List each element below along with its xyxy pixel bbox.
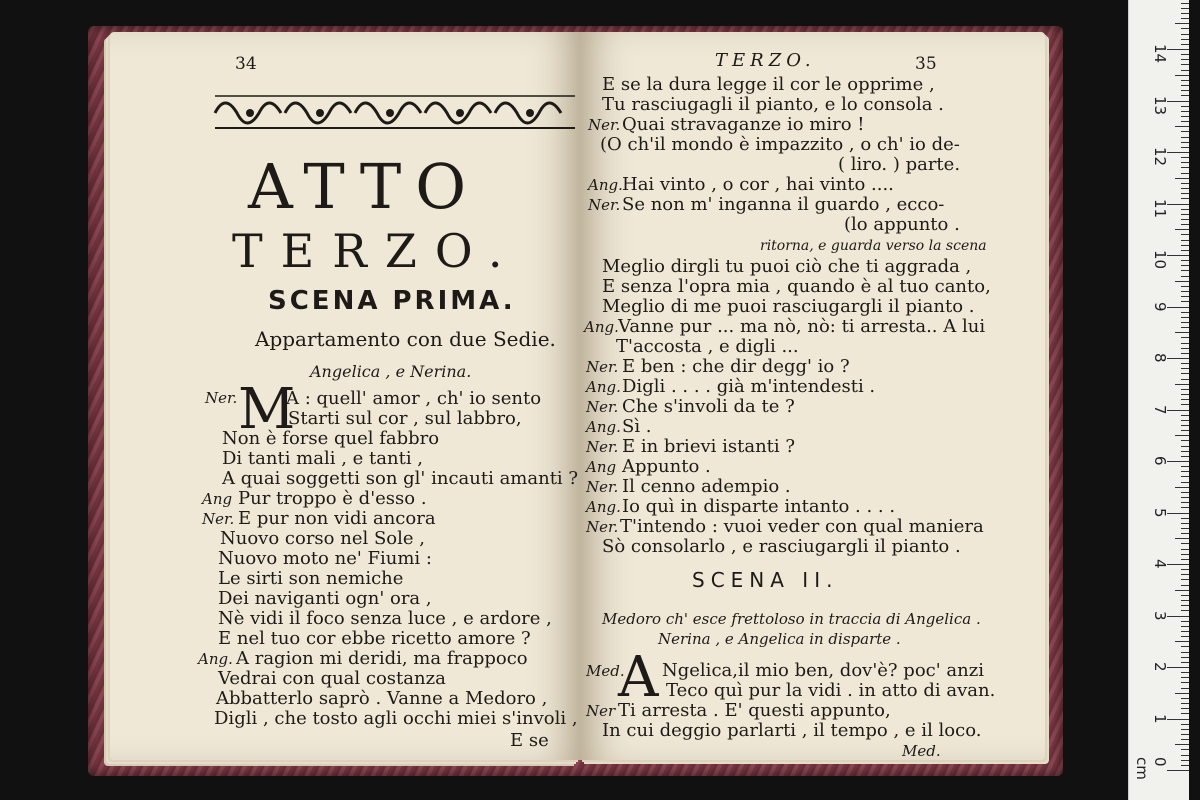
speaker-label: Ner. <box>586 518 619 536</box>
ruler-tick <box>1167 667 1189 668</box>
ruler-tick <box>1181 626 1189 627</box>
speaker-label: Ner. <box>586 358 619 376</box>
ruler-tick <box>1167 461 1189 462</box>
ruler-tick <box>1181 59 1189 60</box>
ruler-tick <box>1181 446 1189 447</box>
ruler-tick <box>1181 729 1189 730</box>
ruler-tick <box>1181 456 1189 457</box>
ruler-number: 6 <box>1151 456 1169 466</box>
ruler-tick <box>1181 240 1189 241</box>
ruler-tick <box>1181 755 1189 756</box>
ruler-tick <box>1181 265 1189 266</box>
verse-line: Sò consolarlo , e rasciugargli il pianto . <box>602 536 961 557</box>
ruler-tick <box>1181 167 1189 168</box>
speaker-label: Ner. <box>586 478 619 496</box>
ruler-number: 12 <box>1151 147 1169 167</box>
ruler-tick <box>1181 286 1189 287</box>
speaker-label: Ner. <box>202 510 235 528</box>
verse-line: Nuovo corso nel Sole , <box>220 528 425 549</box>
ruler-tick <box>1181 70 1189 71</box>
ruler-tick <box>1181 373 1189 374</box>
ruler-tick <box>1181 3 1189 4</box>
verse-line: E senza l'opra mia , quando è al tuo canto, <box>602 276 991 297</box>
verse-line: Hai vinto , o cor , hai vinto .... <box>622 174 894 195</box>
act-title-line1: ATTO <box>248 150 481 223</box>
speaker-label: Ang. <box>198 650 233 668</box>
ruler-tick <box>1181 415 1189 416</box>
ruler-tick <box>1181 708 1189 709</box>
ruler-tick <box>1181 636 1189 637</box>
ruler-tick <box>1175 23 1189 24</box>
verse-line: Ti arresta . E' questi appunto, <box>618 700 891 721</box>
ruler-tick <box>1181 270 1189 271</box>
ruler-tick <box>1181 348 1189 349</box>
verse-line: T'accosta , e digli ... <box>616 336 799 357</box>
ruler-tick <box>1167 513 1189 514</box>
ruler-tick <box>1175 693 1189 694</box>
verse-line: Digli , che tosto agli occhi miei s'involi , <box>214 708 578 729</box>
ruler-tick <box>1181 64 1189 65</box>
ruler-tick <box>1181 646 1189 647</box>
ruler-tick <box>1181 523 1189 524</box>
speaker-label: Ang. <box>586 498 621 516</box>
right-page <box>580 32 1045 760</box>
catchword: Med. <box>902 742 941 760</box>
ruler-tick <box>1181 652 1189 653</box>
ruler-number: 5 <box>1151 507 1169 518</box>
verse-line: A : quell' amor , ch' io sento <box>286 388 542 409</box>
left-page <box>110 32 580 760</box>
ruler-tick <box>1181 518 1189 519</box>
ruler-tick <box>1175 178 1189 179</box>
ruler-tick <box>1181 662 1189 663</box>
ruler-tick <box>1181 173 1189 174</box>
verse-line: Nè vidi il foco senza luce , e ardore , <box>218 608 552 629</box>
ruler-tick <box>1181 688 1189 689</box>
ruler-tick <box>1181 579 1189 580</box>
verse-line: In cui deggio parlarti , il tempo , e il loco. <box>602 720 982 741</box>
ruler-tick <box>1181 713 1189 714</box>
ruler-tick <box>1175 384 1189 385</box>
ruler-tick <box>1181 471 1189 472</box>
ruler-number: 2 <box>1151 662 1169 672</box>
ruler-tick <box>1167 410 1189 411</box>
ruler-tick <box>1175 126 1189 127</box>
verse-line: Ngelica,il mio ben, dov'è? poc' anzi <box>662 660 984 681</box>
scene2-stage-direction: Nerina , e Angelica in disparte . <box>658 630 901 648</box>
ruler-number: 9 <box>1151 301 1169 312</box>
ruler-tick <box>1181 739 1189 740</box>
ruler-tick <box>1181 482 1189 483</box>
ruler-tick <box>1181 327 1189 328</box>
verse-line: Tu rasciugagli il pianto, e lo consola . <box>602 94 944 115</box>
ruler-tick <box>1181 137 1189 138</box>
ruler-tick <box>1181 420 1189 421</box>
speaker-label: Ang. <box>588 176 623 194</box>
ruler-tick <box>1181 13 1189 14</box>
ruler-tick <box>1181 502 1189 503</box>
ruler-tick <box>1181 569 1189 570</box>
scene2-stage-direction: Medoro ch' esce frettoloso in traccia di Angelica . <box>602 610 981 628</box>
ruler-tick <box>1181 296 1189 297</box>
verse-line: Vedrai con qual costanza <box>218 668 446 689</box>
ruler-tick <box>1181 157 1189 158</box>
ruler-tick <box>1181 224 1189 225</box>
speaker-label: Med. <box>586 662 625 680</box>
ruler-tick <box>1181 234 1189 235</box>
scene2-heading: SCENA II. <box>692 568 839 592</box>
ruler-unit-label: 0 cm <box>1133 757 1169 780</box>
ruler-tick <box>1181 760 1189 761</box>
ruler-tick <box>1167 49 1189 50</box>
ruler-tick <box>1181 528 1189 529</box>
speaker-label: Ner. <box>205 389 238 407</box>
ruler-tick <box>1175 641 1189 642</box>
ruler-number: 1 <box>1151 713 1169 724</box>
verse-line: Che s'involi da te ? <box>622 396 795 417</box>
ruler-tick <box>1167 101 1189 102</box>
ruler-tick <box>1181 749 1189 750</box>
ruler-tick <box>1175 744 1189 745</box>
ruler-tick <box>1181 121 1189 122</box>
dropcap: A <box>618 645 659 710</box>
ruler-tick <box>1181 724 1189 725</box>
ruler-tick <box>1181 188 1189 189</box>
ruler-number: 3 <box>1151 610 1169 621</box>
ruler-tick <box>1175 590 1189 591</box>
ruler-tick <box>1181 116 1189 117</box>
ruler-tick <box>1181 466 1189 467</box>
verse-line: Dei naviganti ogn' ora , <box>218 588 432 609</box>
speaker-label: Ang. <box>586 378 621 396</box>
ruler-tick <box>1181 142 1189 143</box>
verse-line: T'intendo : vuoi veder con qual maniera <box>620 516 984 537</box>
speaker-label: Ner. <box>586 438 619 456</box>
ruler-tick <box>1175 229 1189 230</box>
ruler-tick <box>1181 507 1189 508</box>
verse-line: Meglio di me puoi rasciugargli il pianto . <box>602 296 975 317</box>
verse-line: E ben : che dir degg' io ? <box>622 356 850 377</box>
ruler-number: 13 <box>1151 95 1169 115</box>
ruler-tick <box>1167 616 1189 617</box>
running-head: TERZO. <box>715 50 816 71</box>
ruler-tick <box>1181 698 1189 699</box>
ruler-tick <box>1181 585 1189 586</box>
ornament-band <box>210 88 580 138</box>
speaker-label: Ner. <box>588 196 621 214</box>
ruler-tick <box>1167 719 1189 720</box>
ruler-tick <box>1181 363 1189 364</box>
ruler-tick <box>1181 245 1189 246</box>
ruler-tick <box>1167 564 1189 565</box>
ruler-tick <box>1175 281 1189 282</box>
speaker-label: Ang <box>586 458 617 476</box>
ruler-tick <box>1175 332 1189 333</box>
speaker-label: Ner. <box>588 116 621 134</box>
ruler-tick <box>1181 28 1189 29</box>
ruler-tick <box>1167 770 1189 771</box>
ruler-tick <box>1181 106 1189 107</box>
speaker-label: Ang. <box>586 418 621 436</box>
ruler-tick <box>1181 183 1189 184</box>
verse-line: Abbatterlo saprò . Vanne a Medoro , <box>216 688 548 709</box>
ruler-tick <box>1181 399 1189 400</box>
ruler-tick <box>1181 497 1189 498</box>
ruler-tick <box>1181 595 1189 596</box>
ruler-tick <box>1181 533 1189 534</box>
scene-setting: Appartamento con due Sedie. <box>255 327 556 351</box>
verse-line: Digli . . . . già m'intendesti . <box>622 376 876 397</box>
ruler-tick <box>1181 317 1189 318</box>
ruler-tick <box>1181 219 1189 220</box>
ruler-tick <box>1181 95 1189 96</box>
ruler-tick <box>1181 765 1189 766</box>
ruler-tick <box>1181 677 1189 678</box>
ruler-tick <box>1181 39 1189 40</box>
ruler-tick <box>1181 440 1189 441</box>
ruler-tick <box>1181 214 1189 215</box>
ruler-tick <box>1181 90 1189 91</box>
verse-line: Vanne pur ... ma nò, nò: ti arresta.. A lui <box>618 316 986 337</box>
verse-line: A ragion mi deridi, ma frappoco <box>236 648 528 669</box>
ruler-tick <box>1181 276 1189 277</box>
ruler-tick <box>1181 549 1189 550</box>
verse-line: Di tanti mali , e tanti , <box>222 448 424 469</box>
ruler-tick <box>1181 8 1189 9</box>
ruler-tick <box>1181 430 1189 431</box>
ruler-tick <box>1181 559 1189 560</box>
ruler-tick <box>1175 75 1189 76</box>
act-title-line2: TERZO. <box>232 224 521 278</box>
ruler-tick <box>1181 404 1189 405</box>
ruler-tick <box>1181 574 1189 575</box>
ruler-tick <box>1181 389 1189 390</box>
ruler-tick <box>1181 337 1189 338</box>
verse-line: E in brievi istanti ? <box>622 436 796 457</box>
ruler-tick <box>1175 538 1189 539</box>
ruler-tick <box>1181 34 1189 35</box>
verse-line: E nel tuo cor ebbe ricetto amore ? <box>218 628 531 649</box>
verse-line: Le sirti son nemiche <box>218 568 404 589</box>
ruler-number: 4 <box>1151 559 1169 569</box>
scene-characters: Angelica , e Nerina. <box>310 362 472 381</box>
ruler-tick <box>1181 600 1189 601</box>
ruler-tick <box>1181 250 1189 251</box>
ruler-tick <box>1181 343 1189 344</box>
left-page-number: 34 <box>235 54 257 74</box>
ruler-tick <box>1167 358 1189 359</box>
speaker-label: Ang. <box>584 318 619 336</box>
verse-line: ( liro. ) parte. <box>838 154 961 175</box>
ruler-number: 7 <box>1151 404 1169 415</box>
ruler-tick <box>1181 703 1189 704</box>
ruler-tick <box>1181 193 1189 194</box>
ruler-tick <box>1181 657 1189 658</box>
speaker-label: Ner. <box>586 398 619 416</box>
ruler-tick <box>1167 255 1189 256</box>
ruler-tick <box>1181 610 1189 611</box>
verse-line: A quai soggetti son gl' incauti amanti ? <box>222 468 579 489</box>
ruler-tick <box>1181 394 1189 395</box>
ruler-number: 10 <box>1151 250 1169 270</box>
verse-line: Il cenno adempio . <box>622 476 791 497</box>
ruler-tick <box>1181 631 1189 632</box>
verse-line: (O ch'il mondo è impazzito , o ch' io de- <box>600 134 960 155</box>
speaker-label: Ang <box>202 490 233 508</box>
ruler-tick <box>1181 492 1189 493</box>
ruler-tick <box>1181 44 1189 45</box>
stage-direction: ritorna, e guarda verso la scena <box>760 238 987 254</box>
ruler-tick <box>1167 152 1189 153</box>
ruler-tick <box>1181 260 1189 261</box>
ruler-tick <box>1181 734 1189 735</box>
ruler-tick <box>1181 291 1189 292</box>
ruler-tick <box>1181 451 1189 452</box>
verse-line: E pur non vidi ancora <box>238 508 436 529</box>
dropcap: M <box>238 377 296 442</box>
verse-line: Se non m' inganna il guardo , ecco- <box>622 194 945 215</box>
ruler-tick <box>1181 80 1189 81</box>
ruler-tick <box>1181 605 1189 606</box>
ruler-tick <box>1181 111 1189 112</box>
ruler-tick <box>1181 85 1189 86</box>
scene-heading: SCENA PRIMA. <box>268 286 516 316</box>
verse-line: Nuovo moto ne' Fiumi : <box>218 548 432 569</box>
ruler-tick <box>1181 353 1189 354</box>
measurement-ruler <box>1128 0 1189 800</box>
ruler-tick <box>1167 204 1189 205</box>
ruler-tick <box>1167 307 1189 308</box>
ruler-tick <box>1175 487 1189 488</box>
verse-line: Appunto . <box>622 456 711 477</box>
ruler-tick <box>1181 425 1189 426</box>
verse-line: Sì . <box>622 416 652 437</box>
ruler-tick <box>1181 379 1189 380</box>
verse-line: Meglio dirgli tu puoi ciò che ti aggrada , <box>602 256 972 277</box>
ruler-tick <box>1181 554 1189 555</box>
ruler-tick <box>1181 312 1189 313</box>
verse-line: Io quì in disparte intanto . . . . <box>622 496 896 517</box>
ruler-tick <box>1181 672 1189 673</box>
verse-line: Pur troppo è d'esso . <box>238 488 427 509</box>
ruler-tick <box>1181 54 1189 55</box>
ruler-tick <box>1181 368 1189 369</box>
ruler-tick <box>1175 435 1189 436</box>
catchword: E se <box>510 730 549 751</box>
ruler-tick <box>1181 198 1189 199</box>
ruler-tick <box>1181 18 1189 19</box>
verse-line: Non è forse quel fabbro <box>222 428 440 449</box>
ruler-tick <box>1181 147 1189 148</box>
ruler-tick <box>1181 209 1189 210</box>
ruler-tick <box>1181 322 1189 323</box>
speaker-label: Ner <box>586 702 616 720</box>
ruler-tick <box>1181 131 1189 132</box>
ruler-tick <box>1181 682 1189 683</box>
ruler-tick <box>1181 162 1189 163</box>
ruler-number: 8 <box>1151 353 1169 363</box>
ruler-number: 11 <box>1151 198 1169 218</box>
ruler-tick <box>1181 543 1189 544</box>
ruler-number: 14 <box>1151 44 1169 64</box>
right-page-number: 35 <box>915 54 937 74</box>
ruler-tick <box>1181 476 1189 477</box>
ruler-tick <box>1181 621 1189 622</box>
verse-line: (lo appunto . <box>844 214 960 235</box>
verse-line: E se la dura legge il cor le opprime , <box>602 74 935 95</box>
verse-line: Teco quì pur la vidi . in atto di avan. <box>666 680 996 701</box>
verse-line: Quai stravaganze io miro ! <box>622 114 865 135</box>
verse-line: Starti sul cor , sul labbro, <box>288 408 522 429</box>
ruler-tick <box>1181 301 1189 302</box>
